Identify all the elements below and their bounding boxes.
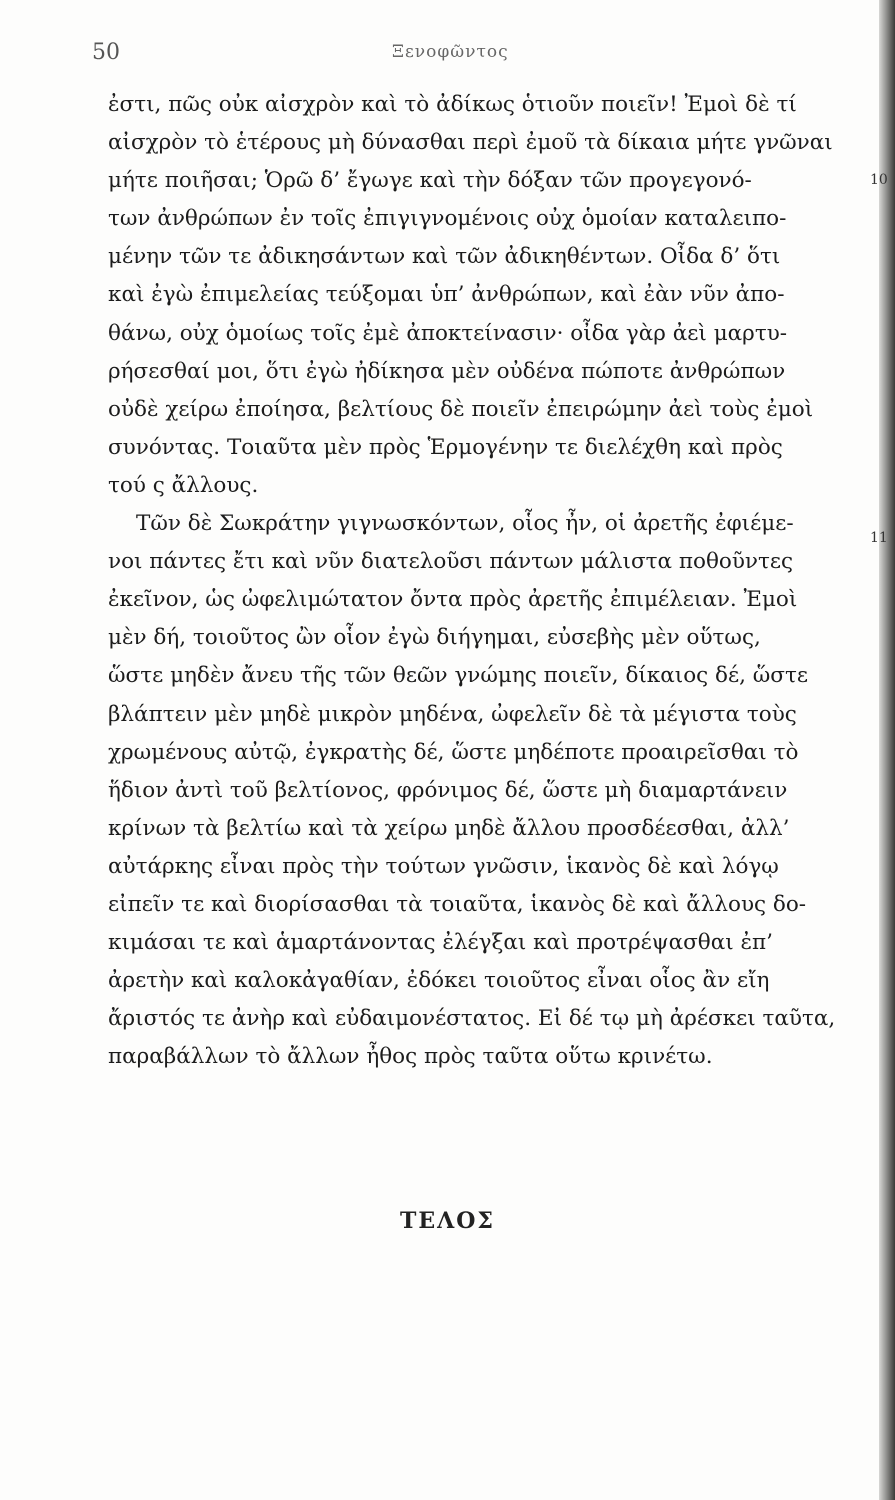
- running-head: [92, 40, 792, 70]
- text-line-15: μὲν δή, τοιοῦτος ὢν οἷον ἐγὼ διήγημαι, εὐσεβὴς μὲν οὕτως,: [108, 625, 761, 651]
- page-number: 50: [92, 40, 120, 65]
- text-line-3-content: μήτε ποιῆσαι; Ὁρῶ δ’ ἔγωγε καὶ τὴν δόξαν τῶν προγεγονό-: [108, 168, 752, 194]
- text-line-18: χρωμένους αὐτῷ, ἐγκρατὴς δέ, ὥστε μηδέποτε προαιρεῖσθαι τὸ: [108, 739, 799, 765]
- text-line-3: [108, 162, 878, 200]
- text-line-21: αὐτάρκης εἶναι πρὸς τὴν τούτων γνῶσιν, ἱκανὸς δὲ καὶ λόγῳ: [108, 853, 779, 879]
- text-line-13: νοι πάντες ἔτι καὶ νῦν διατελοῦσι πάντων μάλιστα ποθοῦντες: [108, 549, 794, 575]
- text-line-12: Τῶν δὲ Σωκράτην γιγνωσκόντων, οἷος ἦν, οἱ ἀρετῆς ἐφιέμε-: [136, 511, 794, 537]
- text-line-4: των ἀνθρώπων ἐν τοῖς ἐπιγιγνομένοις οὐχ ὁμοίαν καταλειπο-: [108, 206, 787, 232]
- margin-line-number-10: 10: [870, 172, 888, 188]
- text-line-10: συνόντας. Τοιαῦτα μὲν πρὸς Ἑρμογένην τε διελέχθη καὶ πρὸς: [108, 434, 783, 460]
- margin-line-number-11: 11: [870, 530, 888, 546]
- running-title: Ξενοφῶντος: [392, 42, 509, 62]
- text-line-26: παραβάλλων τὸ ἄλλων ἦθος πρὸς ταῦτα οὕτω κρινέτω.: [108, 1044, 713, 1070]
- text-line-5: μένην τῶν τε ἀδικησάντων καὶ τῶν ἀδικηθέντων. Οἶδα δ’ ὅτι: [108, 244, 781, 270]
- text-line-22: εἰπεῖν τε καὶ διορίσασθαι τὰ τοιαῦτα, ἱκανὸς δὲ καὶ ἄλλους δο-: [108, 891, 807, 917]
- text-line-23: κιμάσαι τε καὶ ἁμαρτάνοντας ἐλέγξαι καὶ προτρέψασθαι ἐπ’: [108, 930, 774, 956]
- text-line-11: τού ς ἄλλους.: [108, 472, 259, 498]
- text-line-1: ἐστι, πῶς οὐκ αἰσχρὸν καὶ τὸ ἀδίκως ὁτιοῦν ποιεῖν! Ἐμοὶ δὲ τί: [108, 92, 797, 117]
- text-line-8: ρήσεσθαί μοι, ὅτι ἐγὼ ἠδίκησα μὲν οὐδένα πώποτε ἀνθρώπων: [108, 358, 786, 384]
- text-line-20: κρίνων τὰ βελτίω καὶ τὰ χείρω μηδὲ ἄλλου προσδέεσθαι, ἀλλ’: [108, 815, 790, 841]
- text-line-16: ὥστε μηδὲν ἄνευ τῆς τῶν θεῶν γνώμης ποιεῖν, δίκαιος δέ, ὥστε: [108, 663, 809, 689]
- text-line-9: οὐδὲ χείρω ἐποίησα, βελτίους δὲ ποιεῖν ἐπειρώμην ἀεὶ τοὺς ἐμοὶ: [108, 396, 814, 422]
- end-mark: ΤΕΛΟΣ: [400, 1208, 495, 1234]
- text-line-19: ἥδιον ἀντὶ τοῦ βελτίονος, φρόνιμος δέ, ὥστε μὴ διαμαρτάνειν: [108, 777, 788, 803]
- text-line-7: θάνω, οὐχ ὁμοίως τοῖς ἐμὲ ἀποκτείνασιν· οἶδα γὰρ ἀεὶ μαρτυ-: [108, 320, 788, 346]
- text-line-17: βλάπτειν μὲν μηδὲ μικρὸν μηδένα, ὠφελεῖν δὲ τὰ μέγιστα τοὺς: [108, 701, 797, 727]
- text-line-14: ἐκεῖνον, ὡς ὠφελιμώτατον ὄντα πρὸς ἀρετῆς ἐπιμέλειαν. Ἐμοὶ: [108, 587, 798, 613]
- text-line-25: ἄριστός τε ἀνὴρ καὶ εὐδαιμονέστατος. Εἰ δέ τῳ μὴ ἀρέσκει ταῦτα,: [108, 1006, 836, 1032]
- text-line-6: καὶ ἐγὼ ἐπιμελείας τεύξομαι ὑπ’ ἀνθρώπων, καὶ ἐὰν νῦν ἀπο-: [108, 282, 785, 308]
- text-body: [108, 86, 878, 1076]
- book-spine-edge: [879, 0, 895, 1500]
- text-line-24: ἀρετὴν καὶ καλοκἀγαθίαν, ἐδόκει τοιοῦτος εἶναι οἷος ἂν εἴη: [108, 968, 770, 994]
- text-line-2: αἰσχρὸν τὸ ἑτέρους μὴ δύνασθαι περὶ ἐμοῦ τὰ δίκαια μήτε γνῶναι: [108, 130, 833, 156]
